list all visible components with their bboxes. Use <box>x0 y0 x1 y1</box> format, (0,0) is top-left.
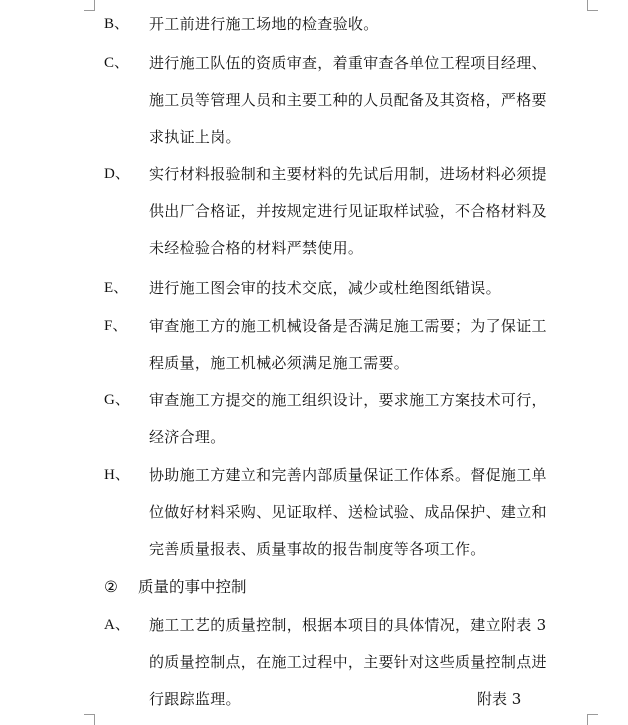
text-line: 实行材料报验制和主要材料的先试后用制，进场材料必须提 <box>149 165 547 183</box>
section-title: 质量的事中控制 <box>138 578 247 596</box>
list-item-text <box>149 45 589 156</box>
text-line: 施工员等管理人员和主要工种的人员配备及其资格，严格要 <box>149 91 547 109</box>
list-item-text <box>149 6 589 43</box>
text-line: 程质量，施工机械必须满足施工需要。 <box>149 354 410 372</box>
list-marker: H、 <box>104 467 130 483</box>
list-marker: G、 <box>104 392 130 408</box>
text-line: 位做好材料采购、见证取样、送检试验、成品保护、建立和 <box>149 503 547 521</box>
text-line: 进行施工队伍的资质审查，着重审查各单位工程项目经理、 <box>149 54 547 72</box>
text-line: 进行施工图会审的技术交底，减少或杜绝图纸错误。 <box>149 279 501 297</box>
text-line: 施工工艺的质量控制，根据本项目的具体情况，建立附表 3 <box>149 616 547 634</box>
list-item-text <box>149 382 589 456</box>
list-item-text <box>149 156 589 267</box>
list-marker: E、 <box>104 280 129 296</box>
list-item-text <box>149 457 589 568</box>
list-marker: B、 <box>104 16 130 32</box>
list-marker: D、 <box>104 166 130 182</box>
text-line: 未经检验合格的材料严禁使用。 <box>149 239 364 257</box>
list-marker: F、 <box>104 318 128 334</box>
list-item-text <box>149 270 589 307</box>
section-number: ② <box>104 578 118 596</box>
text-line: 的质量控制点，在施工过程中，主要针对这些质量控制点进 <box>149 653 547 671</box>
list-item-text <box>149 308 589 382</box>
margin-corner-top-left <box>84 0 95 11</box>
text-line: 完善质量报表、质量事故的报告制度等各项工作。 <box>149 540 486 558</box>
margin-corner-bottom-left <box>84 714 95 725</box>
list-marker: C、 <box>104 55 130 71</box>
text-line: 审查施工方的施工机械设备是否满足施工需要；为了保证工 <box>149 317 547 335</box>
text-line: 求执证上岗。 <box>149 128 241 146</box>
text-line: 协助施工方建立和完善内部质量保证工作体系。督促施工单 <box>149 466 547 484</box>
list-item-text <box>149 607 589 718</box>
section-heading <box>104 569 247 606</box>
text-line: 审查施工方提交的施工组织设计，要求施工方案技术可行， <box>149 391 547 409</box>
text-line: 行跟踪监理。 <box>149 690 241 708</box>
text-line: 开工前进行施工场地的检查验收。 <box>149 15 379 33</box>
text-line: 供出厂合格证，并按规定进行见证取样试验，不合格材料及 <box>149 202 547 220</box>
text-line: 经济合理。 <box>149 428 226 446</box>
list-marker: A、 <box>104 617 130 633</box>
appendix-caption: 附表 3 <box>477 690 522 708</box>
